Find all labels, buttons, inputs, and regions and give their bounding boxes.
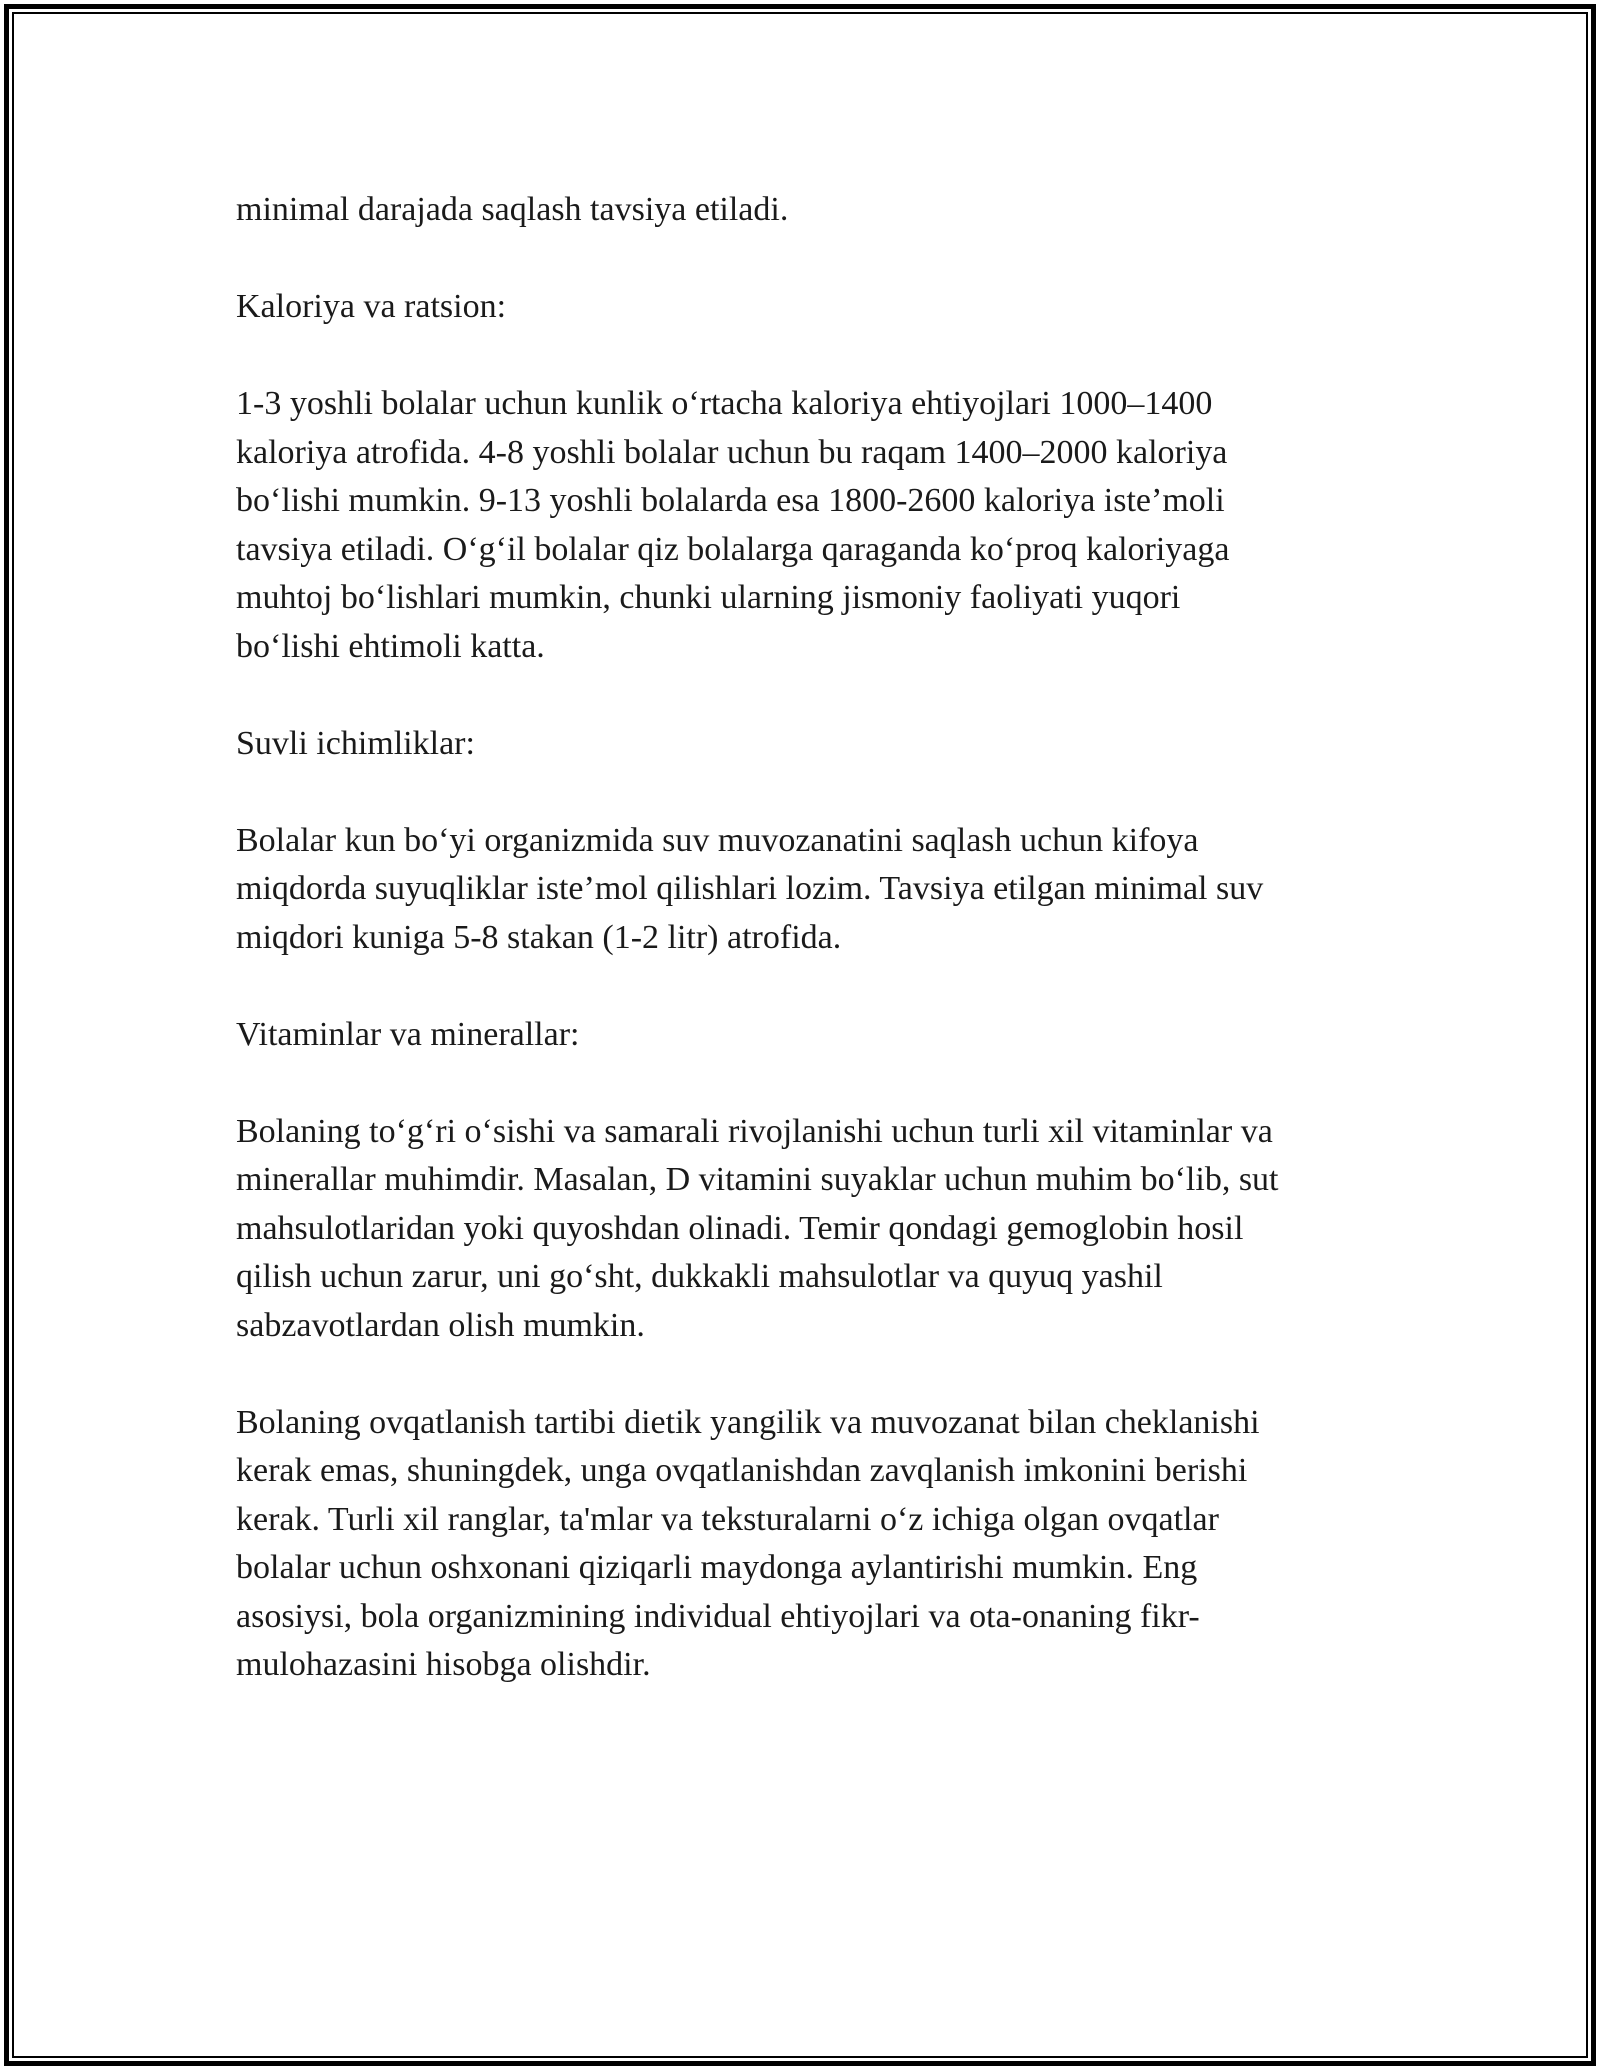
heading-vitaminlar: Vitaminlar va minerallar: [236,1015,580,1053]
paragraph-conclusion: Bolaning ovqatlanish tartibi dietik yangilik va muvozanat bilan cheklanishi kerak emas, shuningdek, unga ovqatlanishdan zavqlanish imkonini berishi kerak. Turli xil ranglar, ta'mlar va teksturalarni o‘z ichiga olgan ovqatlar bolalar uchun oshxonani qiziqarli maydonga aylantirishi mumkin. Eng asosiysi, bola organizmining individual ehtiyojlari va ota-onaning fikr- mulohazasini hisobga olishdir. [236,1403,1260,1683]
paragraph-kaloriya: 1-3 yoshli bolalar uchun kunlik o‘rtacha kaloriya ehtiyojlari 1000–1400 kaloriya atrofida. 4-8 yoshli bolalar uchun bu raqam 1400–2000 kaloriya bo‘lishi mumkin. 9-13 yoshli bolalarda esa 1800-2600 kaloriya iste’moli tavsiya etiladi. O‘g‘il bolalar qiz bolalarga qaraganda ko‘proq kaloriyaga muhtoj bo‘lishlari mumkin, chunki ularning jismoniy faoliyati yuqori bo‘lishi ehtimoli katta. [236,385,1230,665]
paragraph-suvli-ichimliklar: Bolalar kun bo‘yi organizmida suv muvozanatini saqlash uchun kifoya miqdorda suyuqliklar iste’mol qilishlari lozim. Tavsiya etilgan minimal suv miqdori kuniga 5-8 stakan (1-2 litr) atrofida. [236,821,1264,956]
heading-suvli-ichimliklar: Suvli ichimliklar: [236,724,475,762]
paragraph-continuation: minimal darajada saqlash tavsiya etiladi. [236,191,789,228]
heading-kaloriya: Kaloriya va ratsion: [236,288,507,325]
paragraph-vitaminlar: Bolaning to‘g‘ri o‘sishi va samarali rivojlanishi uchun turli xil vitaminlar va minerallar muhimdir. Masalan, D vitamini suyaklar uchun muhim bo‘lib, sut mahsulotlaridan yoki quyoshdan olinadi. Temir qondagi gemoglobin hosil qilish uchun zarur, uni go‘sht, dukkakli mahsulotlar va quyuq yashil sabzavotlardan olish mumkin. [236,1112,1279,1344]
document-body [236,186,1386,1738]
